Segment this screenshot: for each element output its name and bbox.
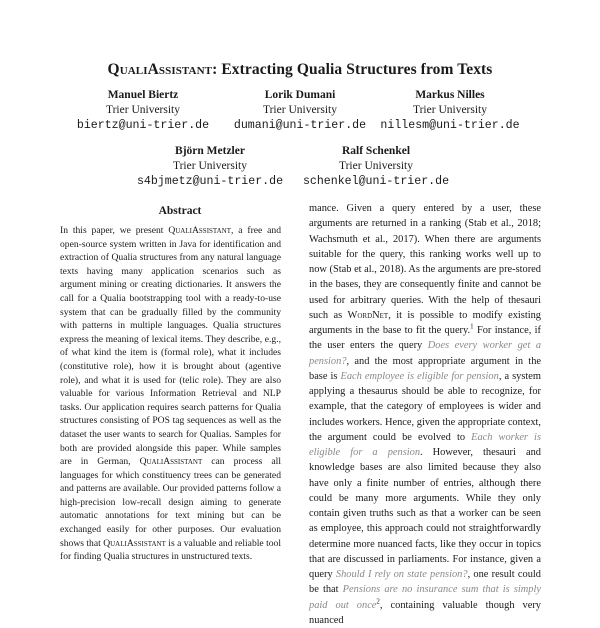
abstract-heading: Abstract — [158, 205, 202, 217]
author-email[interactable]: biertz@uni-trier.de — [76, 119, 210, 132]
author-email[interactable]: nillesm@uni-trier.de — [380, 119, 520, 132]
author-name: Manuel Biertz — [107, 89, 179, 101]
system-name: QualiAssistant — [168, 225, 232, 236]
author-affiliation: Trier University — [262, 104, 337, 116]
author-affiliation: Trier University — [105, 104, 180, 116]
author-block — [120, 144, 300, 189]
author-name: Markus Nilles — [415, 89, 485, 101]
system-name: QualiAssistant — [107, 61, 213, 78]
abstract-text: In this paper, we present QualiAssistant, a free and open-source system written in Java for identification and extraction of Qualia structures from any natural language texts having many application scenarios such as argument mining or creating dictionaries. It answers the call for a Qualia bootstrapping tool with a ready-to-use system that can be gradually filled by the community with patterns in multiple languages. Qualia structures express the meaning of lexical items. They describe, e.g., of what kind the item is (formal role), what it includes (constitutive role), how it is brought about (agentive role), and what it is used for (telic role). They are also valuable for various Information Retrieval and NLP tasks. Our application requires search patterns for Qualia structures consisting of POS tag sequences as well as the dataset the user wants to search for Qualias. Samples for both are provided alongside this paper. While samples are in German, QualiAssistant can process all languages for which constituency trees can be generated and patterns are available. Our provided patterns follow a high-precision low-recall design aiming to generate automatic annotations for text mining but can be exchanged easily for other purposes. Our evaluation shows that QualiAssistant is a valuable and reliable tool for finding Qualia structures in unstructured texts. — [60, 225, 282, 563]
example-query: Should I rely on state pension? — [335, 569, 468, 580]
author-email[interactable]: schenkel@uni-trier.de — [302, 175, 450, 188]
author-name: Lorik Dumani — [264, 89, 336, 101]
body-text: mance. Given a query entered by a user, these arguments are returned in a ranking (Stab et al., 2018; Wachsmuth et al., 2017). When there are arguments suitable for the query, this ranking works well up to now (Stab et al., 2018). As the arguments are pre-stored in the bases, they are consequently finite and cannot be used for arbitrary queries. With the help of thesauri such as WordNet, it is possible to modify existing arguments in the base to fit the query.$^1$ For instance, if the user enters the query Does every worker get a pension?, and the most appropriate argument in the base is Each employee is eligible for pension, a system applying a thesaurus should be able to recognize, for example, that the category of employees is wider and includes workers. Hence, given the appropriate context, the argument could be evolved to Each worker is eligible for a pension. However, thesauri and knowledge bases are also limited because they also have only a finite number of entries, although there could be many more arguments. While they only contain given truths such as that a worker can be seen as employee, this approach could not straightforwardly determine more nuanced facts, like they occur in topics that are discussed in parliaments. For instance, given a query Should I rely on state pension?, one result could be that Pensions are no insurance sum that is simply paid out once$^2$, containing valuable though very nuanced — [309, 203, 542, 626]
author-name: Ralf Schenkel — [341, 145, 411, 157]
footnote-mark[interactable]: 2 — [376, 597, 380, 606]
wordnet-name: WordNet — [347, 309, 389, 321]
author-block — [53, 88, 233, 133]
author-affiliation: Trier University — [172, 160, 247, 172]
author-block — [286, 144, 466, 189]
footnote-mark[interactable]: 1 — [470, 322, 474, 331]
author-affiliation: Trier University — [338, 160, 413, 172]
author-name: Björn Metzler — [175, 145, 245, 157]
paper-title — [0, 61, 600, 79]
system-name: QualiAssistant — [103, 537, 166, 549]
author-email[interactable]: s4bjmetz@uni-trier.de — [136, 175, 284, 188]
system-name: QualiAssistant — [139, 456, 203, 468]
author-affiliation: Trier University — [412, 104, 487, 116]
example-query: Does every worker get a pension? — [309, 340, 542, 367]
author-email[interactable]: dumani@uni-trier.de — [233, 119, 367, 132]
example-argument: Each employee is eligible for pension — [340, 370, 499, 382]
example-argument: Pensions are no insurance sum that is simply paid out once — [309, 584, 541, 611]
title-rest: : Extracting Qualia Structures from Texts — [212, 61, 493, 78]
example-argument: Each worker is eligible for a pension — [309, 431, 541, 458]
author-block — [360, 88, 540, 133]
